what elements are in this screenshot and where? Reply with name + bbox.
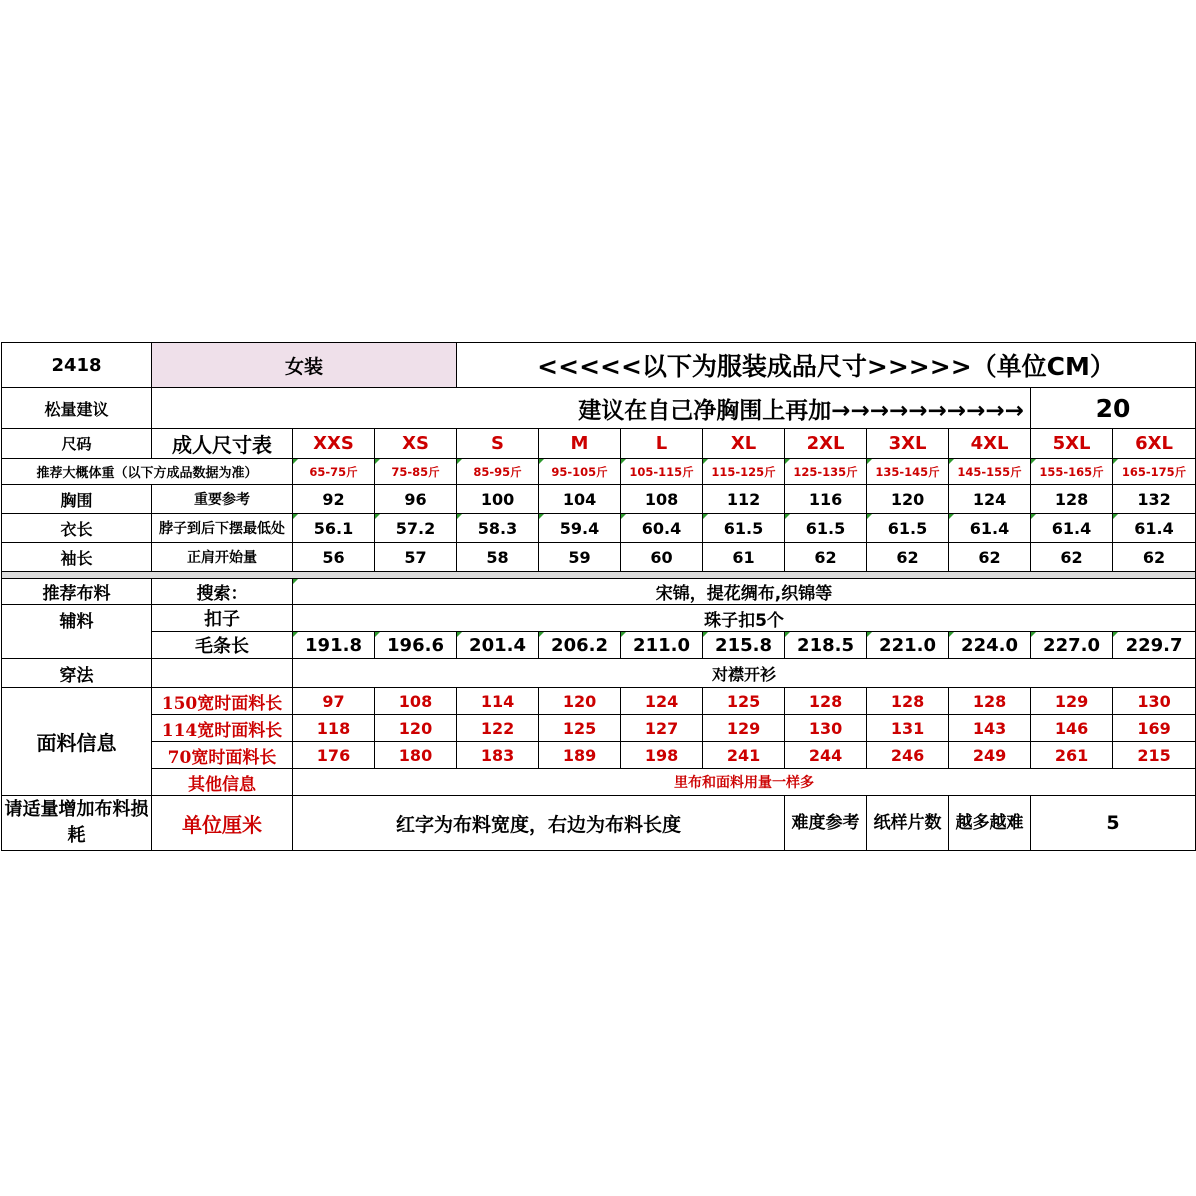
measurement-value: 104 bbox=[539, 485, 621, 514]
size-header: L bbox=[621, 429, 703, 459]
weight-cell: 95-105斤 bbox=[539, 459, 621, 485]
fabric-explanation: 红字为布料宽度，右边为布料长度 bbox=[293, 796, 785, 851]
pattern-pieces-label: 纸样片数 bbox=[867, 796, 949, 851]
fabric-length: 122 bbox=[457, 715, 539, 742]
category-label: 女装 bbox=[152, 343, 457, 388]
measurement-value: 108 bbox=[621, 485, 703, 514]
pattern-pieces-value: 5 bbox=[1031, 796, 1196, 851]
measurement-value: 60.4 bbox=[621, 514, 703, 543]
measurement-value: 61.4 bbox=[949, 514, 1031, 543]
measurement-value: 124 bbox=[949, 485, 1031, 514]
wear-value: 对襟开衫 bbox=[293, 659, 1196, 688]
fabric-length: 176 bbox=[293, 742, 375, 769]
other-info-label: 其他信息 bbox=[152, 769, 293, 796]
measurement-value: 60 bbox=[621, 543, 703, 572]
fabric-length: 246 bbox=[867, 742, 949, 769]
style-code: 2418 bbox=[2, 343, 152, 388]
chart-title: <<<<<以下为服装成品尺寸>>>>>（单位CM） bbox=[457, 343, 1196, 388]
size-chart-table bbox=[1, 342, 1196, 851]
fabric-length: 127 bbox=[621, 715, 703, 742]
fabric-length: 97 bbox=[293, 688, 375, 715]
weight-cell: 145-155斤 bbox=[949, 459, 1031, 485]
measurement-label: 胸围 bbox=[2, 485, 152, 514]
fabric-length: 120 bbox=[375, 715, 457, 742]
measurement-value: 62 bbox=[785, 543, 867, 572]
fabric-length: 128 bbox=[867, 688, 949, 715]
button-label: 扣子 bbox=[152, 605, 293, 632]
measurement-value: 59 bbox=[539, 543, 621, 572]
measurement-value: 56 bbox=[293, 543, 375, 572]
strip-length: 196.6 bbox=[375, 632, 457, 659]
measurement-value: 62 bbox=[949, 543, 1031, 572]
fabric-length: 215 bbox=[1113, 742, 1196, 769]
fabric-width-label: 114宽时面料长 bbox=[152, 715, 293, 742]
weight-cell: 85-95斤 bbox=[457, 459, 539, 485]
measurement-value: 61.4 bbox=[1113, 514, 1196, 543]
fabric-length: 169 bbox=[1113, 715, 1196, 742]
size-chart-label: 成人尺寸表 bbox=[152, 429, 293, 459]
fabric-width-label: 150宽时面料长 bbox=[152, 688, 293, 715]
strip-length: 211.0 bbox=[621, 632, 703, 659]
ease-value: 20 bbox=[1031, 388, 1196, 429]
measurement-value: 61.5 bbox=[703, 514, 785, 543]
fabric-info-label: 面料信息 bbox=[2, 688, 152, 796]
fabric-length: 146 bbox=[1031, 715, 1113, 742]
measurement-value: 116 bbox=[785, 485, 867, 514]
fabric-length: 180 bbox=[375, 742, 457, 769]
wear-label: 穿法 bbox=[2, 659, 152, 688]
section-divider bbox=[2, 572, 1196, 579]
fabric-length: 114 bbox=[457, 688, 539, 715]
fabric-length: 183 bbox=[457, 742, 539, 769]
fabric-length: 261 bbox=[1031, 742, 1113, 769]
size-header: M bbox=[539, 429, 621, 459]
size-header: 2XL bbox=[785, 429, 867, 459]
measurement-note: 重要参考 bbox=[152, 485, 293, 514]
weight-label: 推荐大概体重（以下方成品数据为准） bbox=[2, 459, 293, 485]
ease-label: 松量建议 bbox=[2, 388, 152, 429]
fabric-length: 249 bbox=[949, 742, 1031, 769]
measurement-label: 衣长 bbox=[2, 514, 152, 543]
measurement-value: 62 bbox=[867, 543, 949, 572]
other-info-value: 里布和面料用量一样多 bbox=[293, 769, 1196, 796]
weight-cell: 165-175斤 bbox=[1113, 459, 1196, 485]
measurement-value: 61.5 bbox=[785, 514, 867, 543]
size-label: 尺码 bbox=[2, 429, 152, 459]
strip-length: 218.5 bbox=[785, 632, 867, 659]
size-header: XXS bbox=[293, 429, 375, 459]
fabric-length: 124 bbox=[621, 688, 703, 715]
size-header: 5XL bbox=[1031, 429, 1113, 459]
fabric-length: 131 bbox=[867, 715, 949, 742]
weight-cell: 105-115斤 bbox=[621, 459, 703, 485]
ease-suggestion: 建议在自己净胸围上再加→→→→→→→→→→ bbox=[152, 388, 1031, 429]
fabric-length: 125 bbox=[703, 688, 785, 715]
harder-label: 越多越难 bbox=[949, 796, 1031, 851]
measurement-value: 58 bbox=[457, 543, 539, 572]
fabric-length: 120 bbox=[539, 688, 621, 715]
measurement-value: 96 bbox=[375, 485, 457, 514]
strip-length: 206.2 bbox=[539, 632, 621, 659]
weight-cell: 135-145斤 bbox=[867, 459, 949, 485]
measurement-value: 57 bbox=[375, 543, 457, 572]
button-value: 珠子扣5个 bbox=[293, 605, 1196, 632]
fabric-length: 128 bbox=[949, 688, 1031, 715]
measurement-value: 57.2 bbox=[375, 514, 457, 543]
measurement-value: 61.4 bbox=[1031, 514, 1113, 543]
fabric-length: 128 bbox=[785, 688, 867, 715]
fabric-length: 244 bbox=[785, 742, 867, 769]
loss-note: 请适量增加布料损耗 bbox=[2, 796, 152, 851]
measurement-value: 62 bbox=[1031, 543, 1113, 572]
measurement-value: 92 bbox=[293, 485, 375, 514]
fabric-length: 108 bbox=[375, 688, 457, 715]
size-header: XS bbox=[375, 429, 457, 459]
measurement-value: 132 bbox=[1113, 485, 1196, 514]
size-header: 3XL bbox=[867, 429, 949, 459]
fabric-search-label: 搜索： bbox=[152, 579, 293, 605]
strip-length: 229.7 bbox=[1113, 632, 1196, 659]
measurement-note: 正肩开始量 bbox=[152, 543, 293, 572]
strip-length: 201.4 bbox=[457, 632, 539, 659]
measurement-value: 120 bbox=[867, 485, 949, 514]
accessories-label: 辅料 bbox=[2, 605, 152, 659]
fabric-length: 130 bbox=[1113, 688, 1196, 715]
strip-label: 毛条长 bbox=[152, 632, 293, 659]
strip-length: 224.0 bbox=[949, 632, 1031, 659]
fabric-length: 198 bbox=[621, 742, 703, 769]
weight-cell: 155-165斤 bbox=[1031, 459, 1113, 485]
difficulty-label: 难度参考 bbox=[785, 796, 867, 851]
size-header: 4XL bbox=[949, 429, 1031, 459]
measurement-value: 128 bbox=[1031, 485, 1113, 514]
fabric-length: 241 bbox=[703, 742, 785, 769]
measurement-value: 62 bbox=[1113, 543, 1196, 572]
measurement-label: 袖长 bbox=[2, 543, 152, 572]
measurement-value: 100 bbox=[457, 485, 539, 514]
measurement-value: 58.3 bbox=[457, 514, 539, 543]
weight-cell: 65-75斤 bbox=[293, 459, 375, 485]
wear-empty-cell bbox=[152, 659, 293, 688]
fabric-length: 118 bbox=[293, 715, 375, 742]
measurement-value: 59.4 bbox=[539, 514, 621, 543]
size-header: 6XL bbox=[1113, 429, 1196, 459]
measurement-note: 脖子到后下摆最低处 bbox=[152, 514, 293, 543]
fabric-length: 129 bbox=[1031, 688, 1113, 715]
size-header: S bbox=[457, 429, 539, 459]
fabric-recommendation: 宋锦，提花绸布,织锦等 bbox=[293, 579, 1196, 605]
fabric-length: 143 bbox=[949, 715, 1031, 742]
fabric-label: 推荐布料 bbox=[2, 579, 152, 605]
weight-cell: 115-125斤 bbox=[703, 459, 785, 485]
unit-label: 单位厘米 bbox=[152, 796, 293, 851]
size-header: XL bbox=[703, 429, 785, 459]
weight-cell: 125-135斤 bbox=[785, 459, 867, 485]
fabric-length: 189 bbox=[539, 742, 621, 769]
measurement-value: 61 bbox=[703, 543, 785, 572]
strip-length: 227.0 bbox=[1031, 632, 1113, 659]
strip-length: 215.8 bbox=[703, 632, 785, 659]
fabric-width-label: 70宽时面料长 bbox=[152, 742, 293, 769]
strip-length: 221.0 bbox=[867, 632, 949, 659]
measurement-value: 112 bbox=[703, 485, 785, 514]
strip-length: 191.8 bbox=[293, 632, 375, 659]
measurement-value: 56.1 bbox=[293, 514, 375, 543]
measurement-value: 61.5 bbox=[867, 514, 949, 543]
fabric-length: 129 bbox=[703, 715, 785, 742]
weight-cell: 75-85斤 bbox=[375, 459, 457, 485]
fabric-length: 130 bbox=[785, 715, 867, 742]
fabric-length: 125 bbox=[539, 715, 621, 742]
